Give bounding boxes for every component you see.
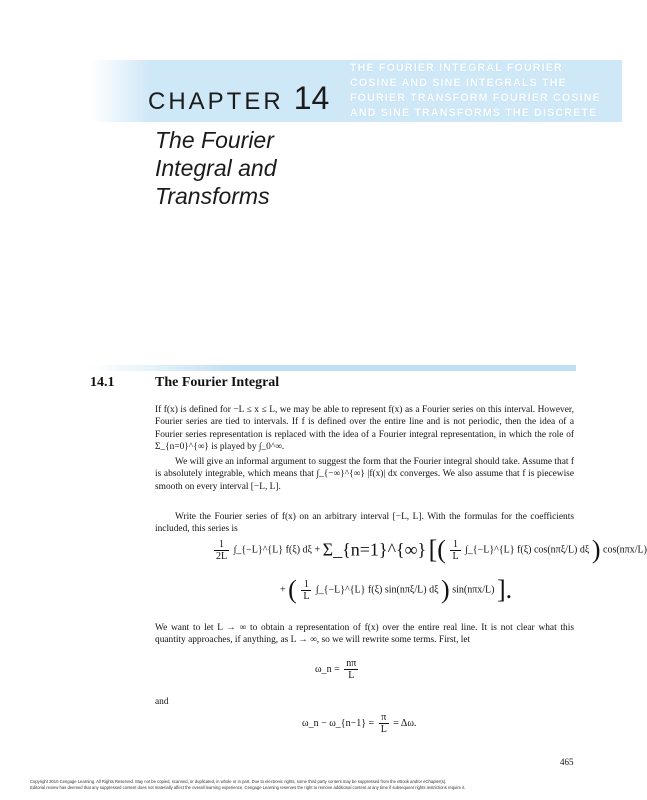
paragraph-intro: If f(x) is defined for −L ≤ x ≤ L, we may be able to represent f(x) as a Fourier series on this interval. However, Fourier series are tied to intervals. If f is defined over the entire line and is not periodic, then the idea of a Fourier series representation is replaced with the idea of a Fourier integral representation, in which the role of Σ_{n=0}^{∞} is played by ∫_0^∞. <box>155 405 574 453</box>
equation-lhs: ω_n = <box>315 663 340 675</box>
chapter-header-fade <box>90 60 150 122</box>
fraction-denominator: L <box>348 670 355 681</box>
close-bracket: ]. <box>496 575 513 604</box>
section-title: The Fourier Integral <box>155 375 280 390</box>
paragraph-assumptions: We will give an informal argument to suggest the form that the Fourier integral should take. Assume that f is absolutely integrable, which means that ∫_{−∞}^{∞} |f(x)| dx converges. We also assume that f is piecewise smooth on every interval [−L, L]. <box>155 457 574 492</box>
chapter-title-line: The Fourier <box>155 127 274 153</box>
open-bracket: [( <box>428 535 446 564</box>
fraction <box>379 712 389 735</box>
copyright-line: Editorial review has deemed that any suppressed content does not materially affect the overall learning experience. Cengage Learning reserves the right to remove additional content at any time if subsequent rights restrictions require it. <box>30 785 466 790</box>
chapter-title <box>155 126 276 210</box>
topics-line: THE FOURIER INTEGRAL FOURIER <box>350 62 563 74</box>
topics-line: AND SINE TRANSFORMS THE DISCRETE <box>350 107 598 119</box>
plus-sign: + <box>280 584 286 596</box>
open-paren: ( <box>288 575 297 604</box>
chapter-heading <box>148 80 329 117</box>
close-paren: ) <box>591 535 601 564</box>
copyright-notice <box>30 779 610 791</box>
fraction-denominator: L <box>303 590 310 602</box>
fraction-numerator: π <box>379 712 389 724</box>
connective-word: and <box>155 697 169 707</box>
chapter-title-line: Transforms <box>155 183 270 209</box>
fraction-denominator: L <box>452 550 459 562</box>
summation-term: Σ_{n=1}^{∞} <box>322 539 427 560</box>
copyright-line: Copyright 2010 Cengage Learning. All Rights Reserved. May not be copied, scanned, or duplicated, in whole or in part. Due to electronic rights, some third party content may be suppressed from the eBook and/or eChapter(s). <box>30 779 447 784</box>
page-number: 465 <box>560 757 574 767</box>
fraction-denominator: L <box>380 724 387 735</box>
fraction-denominator: 2L <box>216 550 228 562</box>
sine-basis-term: sin(nπx/L) <box>452 584 495 596</box>
chapter-label: CHAPTER <box>148 88 284 115</box>
fraction-numerator: nπ <box>346 658 357 669</box>
fraction-numerator: 1 <box>301 579 311 591</box>
section-number: 14.1 <box>90 375 115 390</box>
omega-definition-equation <box>315 658 360 681</box>
paragraph-limit: We want to let L → ∞ to obtain a representation of f(x) over the entire real line. It is not clear what this quantity approaches, if anything, as L → ∞, so we will rewrite some terms. First, let <box>155 623 574 646</box>
chapter-topics <box>350 61 622 121</box>
equation-rhs: = Δω. <box>393 717 417 729</box>
equation-lhs: ω_n − ω_{n−1} = <box>302 717 375 729</box>
fourier-series-equation-line-1 <box>212 535 647 565</box>
fraction <box>344 658 358 681</box>
fraction <box>214 539 229 562</box>
cosine-basis-term: cos(nπx/L) <box>603 544 647 556</box>
fraction <box>301 579 311 602</box>
chapter-title-line: Integral and <box>155 155 277 181</box>
section-divider <box>90 365 576 371</box>
topics-line: COSINE AND SINE INTEGRALS THE <box>350 77 567 89</box>
delta-omega-equation <box>302 712 416 735</box>
fourier-series-equation-line-2 <box>280 575 512 605</box>
sine-coefficient-integral: ∫_{−L}^{L} f(ξ) sin(nπξ/L) dξ <box>315 584 439 596</box>
close-paren: ) <box>441 575 450 604</box>
fraction <box>450 539 460 562</box>
fraction-numerator: 1 <box>450 539 460 551</box>
chapter-number: 14 <box>293 80 330 116</box>
paragraph-series: Write the Fourier series of f(x) on an arbitrary interval [−L, L]. With the formulas for the coefficients included, this series is <box>155 512 574 535</box>
integral-term: ∫_{−L}^{L} f(ξ) dξ + <box>233 544 321 556</box>
topics-line: FOURIER TRANSFORM FOURIER COSINE <box>350 92 601 104</box>
cosine-coefficient-integral: ∫_{−L}^{L} f(ξ) cos(nπξ/L) dξ <box>465 544 590 556</box>
fraction-numerator: 1 <box>214 539 229 551</box>
